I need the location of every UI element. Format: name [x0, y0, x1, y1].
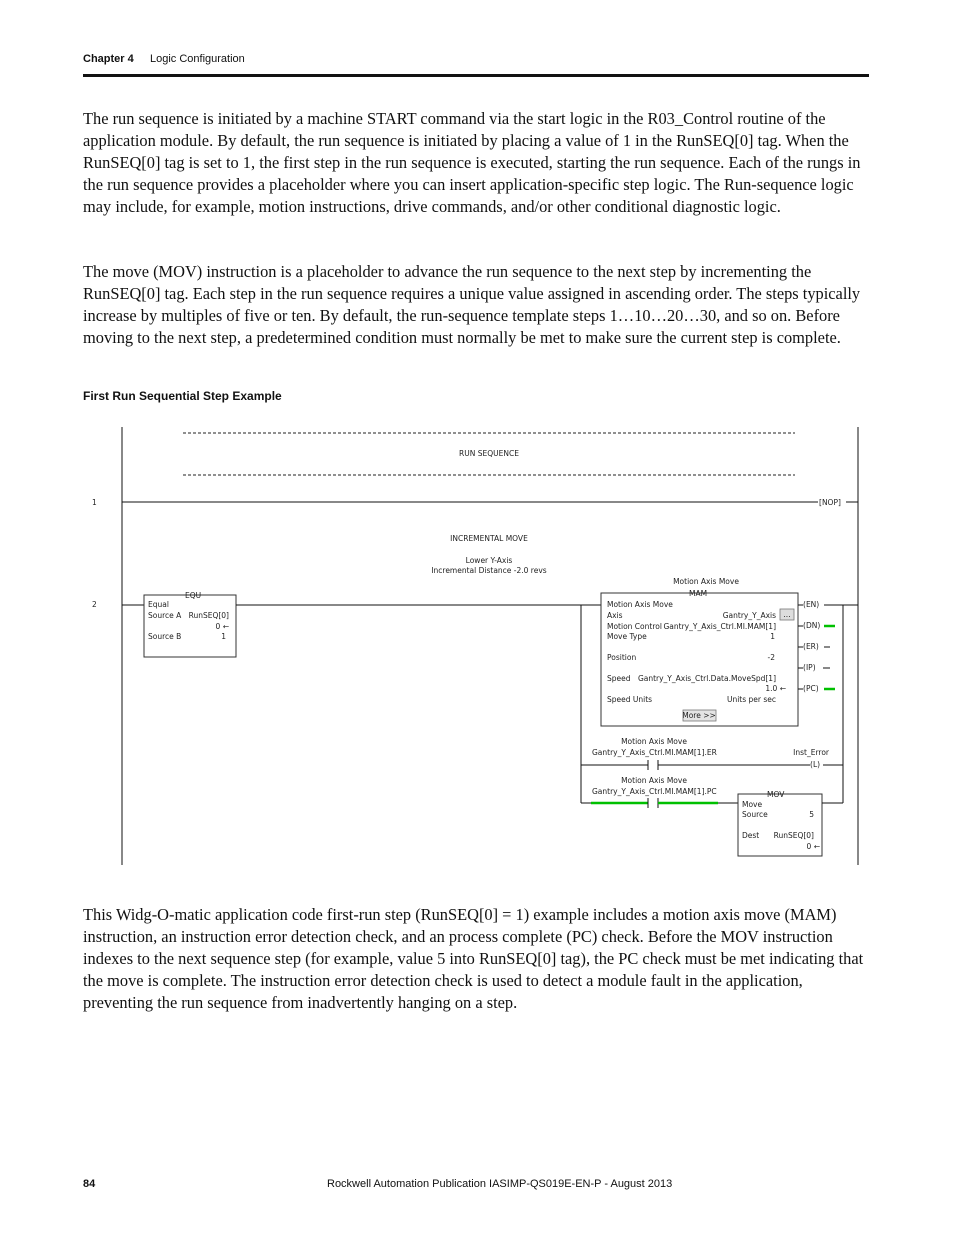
er-desc: Motion Axis Move [621, 737, 687, 746]
equ-name: Equal [148, 600, 169, 609]
chapter-title: Logic Configuration [150, 53, 245, 65]
rung-2-number: 2 [92, 600, 97, 609]
rung-2-comment-line2: Incremental Distance -2.0 revs [431, 566, 547, 575]
equ-source-b-label: Source B [148, 632, 182, 641]
mov-title: MOV [767, 790, 785, 799]
mov-dest-label: Dest [742, 831, 760, 840]
header-rule [83, 74, 869, 77]
mam-spd-tag: Gantry_Y_Axis_Ctrl.Data.MoveSpd[1] [637, 674, 776, 683]
mam-axis-value: Gantry_Y_Axis [722, 611, 776, 620]
output-dn: (DN) [803, 621, 821, 630]
er-branch [581, 737, 843, 770]
er-tag: Gantry_Y_Axis_Ctrl.MI.MAM[1].ER [592, 748, 717, 757]
pc-desc: Motion Axis Move [621, 776, 687, 785]
output-ip: (IP) [803, 663, 816, 672]
equ-instruction [144, 591, 236, 657]
rung-1-number: 1 [92, 498, 97, 507]
mam-pos-label: Position [607, 653, 637, 662]
mam-instruction [581, 589, 798, 726]
mov-dest-value: 0 ← [806, 842, 820, 851]
mam-mc-value: Gantry_Y_Axis_Ctrl.MI.MAM[1] [663, 622, 776, 631]
mov-name: Move [742, 800, 763, 809]
publication-info: Rockwell Automation Publication IASIMP-QS019E-EN-P - August 2013 [327, 1178, 673, 1190]
mam-mt-value: 1 [770, 632, 775, 641]
nop-output: [NOP] [819, 498, 841, 507]
pc-branch [581, 776, 738, 808]
ladder-diagram [83, 425, 869, 870]
mam-axis-label: Axis [607, 611, 623, 620]
mam-spd-label: Speed [607, 674, 631, 683]
er-coil: (L) [810, 760, 821, 769]
mov-dest-tag: RunSEQ[0] [773, 831, 814, 840]
rung-2-comment-title: INCREMENTAL MOVE [450, 534, 528, 543]
equ-source-a-value: 0 ← [215, 622, 229, 631]
mam-name: Motion Axis Move [607, 600, 673, 609]
output-pc: (PC) [803, 684, 819, 693]
mov-instruction [738, 790, 843, 856]
equ-title: EQU [185, 591, 202, 600]
svg-text:...: ... [783, 610, 791, 619]
mam-title: MAM [689, 589, 708, 598]
equ-source-a-tag: RunSEQ[0] [188, 611, 229, 620]
er-coil-tag: Inst_Error [793, 748, 829, 757]
mam-pos-value: -2 [767, 653, 775, 662]
run-sequence-label: RUN SEQUENCE [459, 449, 519, 458]
equ-source-b-value: 1 [221, 632, 226, 641]
mov-source-value: 5 [809, 810, 814, 819]
page-number: 84 [83, 1178, 96, 1190]
output-er: (ER) [803, 642, 819, 651]
mam-outputs [798, 600, 858, 803]
mam-su-value: Units per sec [726, 695, 776, 704]
equ-source-a-label: Source A [148, 611, 182, 620]
paragraph-run-sequence: The run sequence is initiated by a machine START command via the start logic in the R03_Control routine of the application module. By default, the run sequence is initiated by placing a value of 1 in the RunSEQ[0] tag. When the RunSEQ[0] tag is set to 1, the first step in the run sequence is executed, starting the run sequence. Each of the rungs in the run sequence provides a placeholder where you can insert application-specific step logic. The Run-sequence logic may include, for example, motion instructions, drive commands, and/or other conditional diagnostic logic. [83, 109, 861, 216]
figure-caption: First Run Sequential Step Example [83, 389, 282, 403]
chapter-label: Chapter 4 [83, 53, 134, 65]
paragraph-mov: The move (MOV) instruction is a placeholder to advance the run sequence to the next step by incrementing the RunSEQ[0] tag. Each step in the run sequence requires a unique value assigned in ascending order. The steps typically increase by multiples of five or ten. By default, the run-sequence template steps 1…10…20…30, and so on. Before moving to the next step, a predetermined condition must normally be met to make sure the current step is complete. [83, 262, 861, 347]
rung-2-comment-line1: Lower Y-Axis [465, 556, 513, 565]
mov-source-label: Source [742, 810, 768, 819]
mam-mt-label: Move Type [607, 632, 647, 641]
mam-spd-value: 1.0 ← [765, 684, 786, 693]
mam-mc-label: Motion Control [607, 622, 662, 631]
output-en: (EN) [803, 600, 820, 609]
mam-above: Motion Axis Move [673, 577, 739, 586]
svg-text:More >>: More >> [682, 711, 716, 720]
mam-su-label: Speed Units [607, 695, 653, 704]
pc-tag: Gantry_Y_Axis_Ctrl.MI.MAM[1].PC [592, 787, 717, 796]
paragraph-example: This Widg-O-matic application code first-run step (RunSEQ[0] = 1) example includes a motion axis move (MAM) instruction, an instruction error detection check, and an process complete (PC) check. Before the MOV instruction indexes to the next sequence step (for example, value 5 into RunSEQ[0] tag), the PC check must be met indicating that the move is complete. The instruction error detection check is used to detect a module fault in the application, preventing the run sequence from inadvertently hanging on a step. [83, 905, 864, 1012]
